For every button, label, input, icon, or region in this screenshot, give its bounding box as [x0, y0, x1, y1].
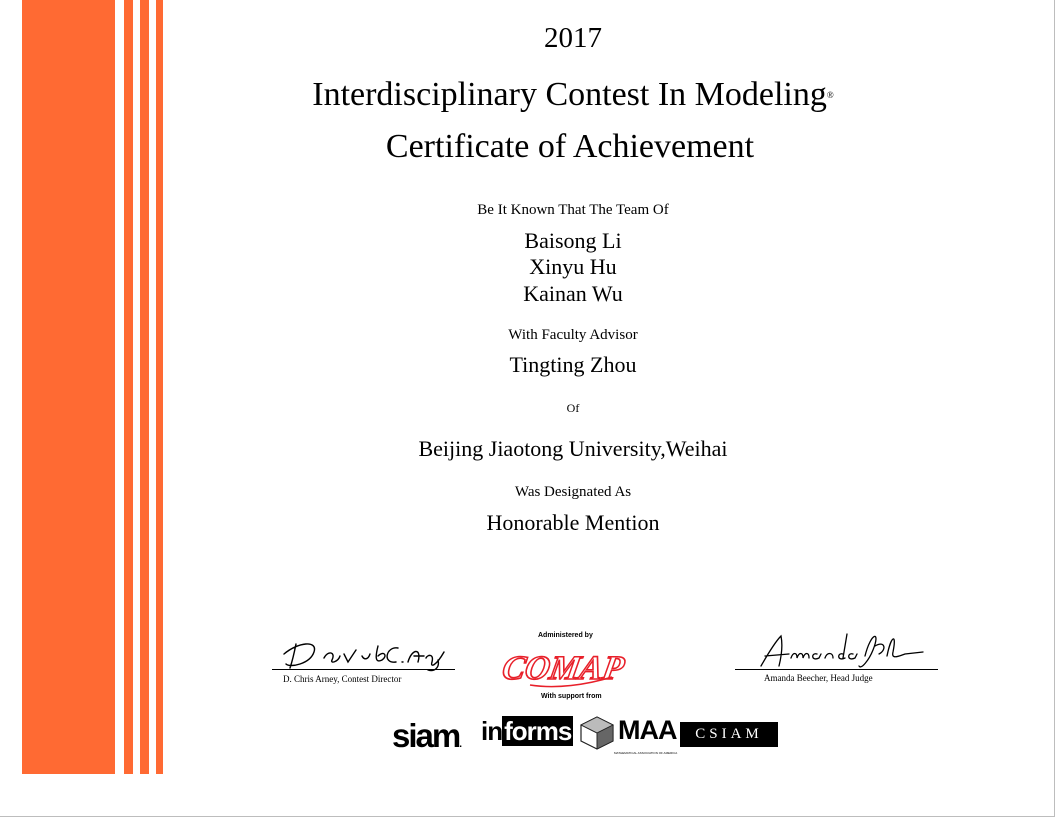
siam-text: siam: [392, 717, 460, 754]
decorative-stripe: [124, 0, 133, 774]
designated-label: Was Designated As: [514, 484, 632, 500]
advisor-label: With Faculty Advisor: [508, 327, 638, 343]
director-signature: [278, 634, 453, 674]
decorative-stripe: [140, 0, 149, 774]
registered-mark: ®: [826, 90, 834, 100]
advisor-name: Tingting Zhou: [509, 352, 637, 377]
contest-name: [160, 76, 986, 114]
team-member: Kainan Wu: [523, 281, 623, 306]
with-support-label: With support from: [541, 693, 602, 700]
award-designation: Honorable Mention: [486, 510, 660, 535]
director-name: D. Chris Arney, Contest Director: [283, 674, 402, 684]
signature-line: [272, 669, 455, 670]
maa-text: MAA: [618, 715, 677, 745]
siam-logo: siam.: [392, 717, 462, 754]
intro-text: Be It Known That The Team Of: [477, 202, 669, 218]
informs-logo: [481, 718, 573, 744]
contest-name-text: Interdisciplinary Contest In Modeling: [312, 76, 827, 113]
csiam-logo: CSIAM: [680, 722, 778, 747]
informs-text-a: in: [481, 716, 503, 746]
decorative-stripe: [156, 0, 163, 774]
judge-name: Amanda Beecher, Head Judge: [764, 673, 873, 683]
team-member: Xinyu Hu: [529, 254, 617, 279]
maa-subtitle: MATHEMATICAL ASSOCIATION OF AMERICA: [614, 751, 678, 755]
certificate-year: 2017: [544, 22, 602, 54]
comap-logo: [499, 641, 627, 691]
of-label: Of: [566, 401, 580, 415]
svg-text:COMAP: COMAP: [499, 649, 627, 687]
institution-name: Beijing Jiaotong University,Weihai: [418, 436, 728, 461]
maa-polyhedron-icon: [578, 715, 616, 751]
signature-line: [735, 669, 938, 670]
certificate-title: Certificate of Achievement: [385, 128, 755, 165]
judge-signature: [755, 626, 925, 672]
decorative-stripe-main: [22, 0, 115, 774]
administered-by-label: Administered by: [538, 632, 593, 639]
informs-text-b: forms: [504, 716, 572, 746]
maa-logo: [578, 715, 678, 756]
team-member: Baisong Li: [524, 228, 622, 253]
